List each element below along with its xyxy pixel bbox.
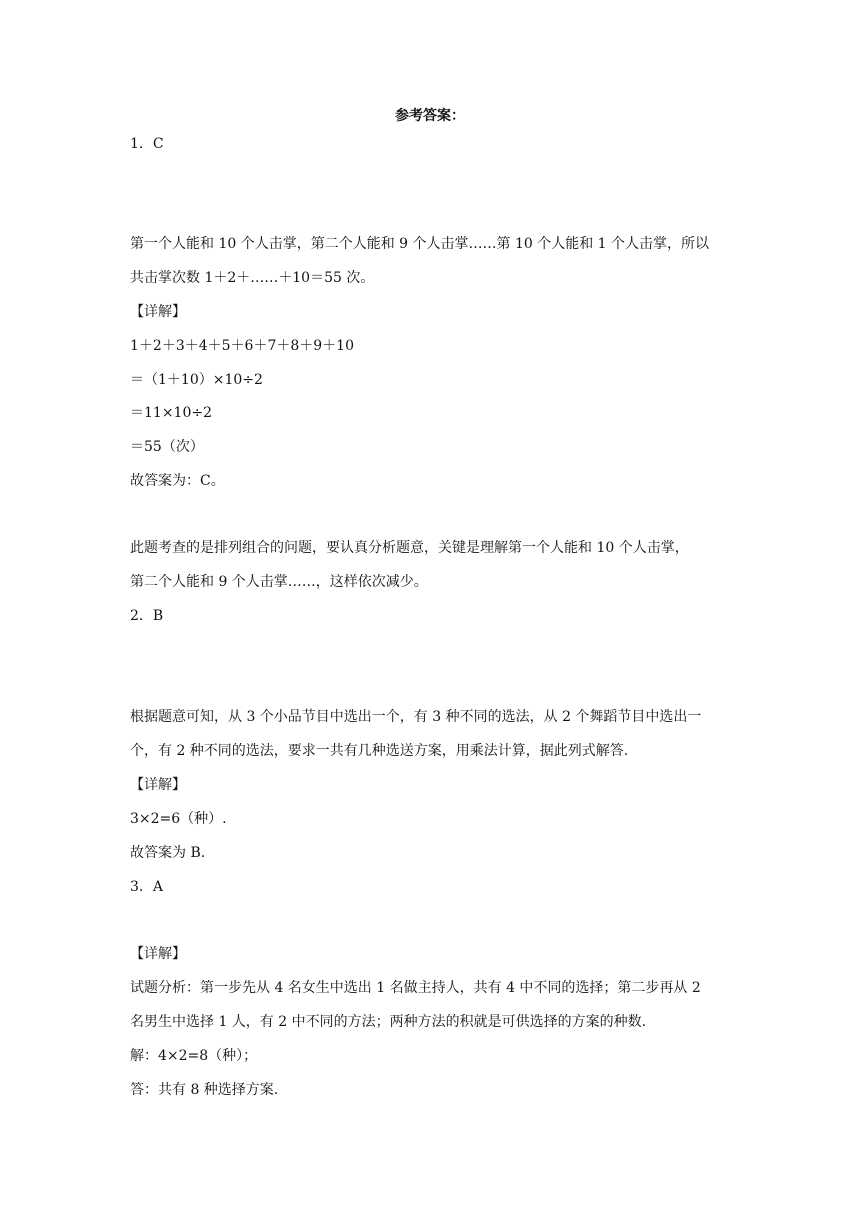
q3-solution: 解：4×2=8（种）； [130, 1048, 258, 1064]
q1-analysis-line-2: 共击掌次数 1＋2＋……＋10＝55 次。 [130, 270, 375, 286]
q3-answer: 3．A [130, 879, 164, 895]
q1-comment-line-2: 第二个人能和 9 个人击掌……，这样依次减少。 [130, 574, 428, 590]
q1-detail-heading: 【详解】 [130, 304, 186, 320]
q2-analysis-line-1: 根据题意可知，从 3 个小品节目中选出一个，有 3 种不同的选法，从 2 个舞蹈节目中选出一 [130, 709, 702, 725]
q2-calc-line-1: 3×2=6（种）. [130, 811, 227, 827]
q1-calc-line-4: ＝55（次） [130, 439, 204, 455]
q1-comment-line-1: 此题考查的是排列组合的问题，要认真分析题意，关键是理解第一个人能和 10 个人击掌， [130, 540, 689, 556]
q1-analysis-line-1: 第一个人能和 10 个人击掌，第二个人能和 9 个人击掌……第 10 个人能和 1 个人击掌，所以 [130, 236, 710, 252]
q3-detail-heading: 【详解】 [130, 946, 186, 962]
page-title: 参考答案： [395, 108, 465, 124]
q2-analysis-line-2: 个，有 2 种不同的选法，要求一共有几种选送方案，用乘法计算，据此列式解答. [130, 743, 629, 759]
q2-detail-heading: 【详解】 [130, 777, 186, 793]
q1-conclusion: 故答案为：C。 [130, 473, 225, 489]
q3-conclusion: 答：共有 8 种选择方案. [130, 1082, 279, 1098]
q1-answer: 1．C [130, 136, 164, 152]
q3-analysis-line-2: 名男生中选择 1 人，有 2 中不同的方法；两种方法的积就是可供选择的方案的种数. [130, 1014, 647, 1030]
q3-analysis-line-1: 试题分析：第一步先从 4 名女生中选出 1 名做主持人，共有 4 中不同的选择；第二步再从 2 [130, 980, 701, 996]
q1-calc-line-1: 1＋2＋3＋4＋5＋6＋7＋8＋9＋10 [130, 338, 354, 354]
q1-calc-line-3: ＝11×10÷2 [130, 405, 212, 421]
q2-conclusion: 故答案为 B. [130, 845, 206, 861]
q2-answer: 2．B [130, 608, 164, 624]
q1-calc-line-2: ＝（1＋10）×10÷2 [130, 372, 263, 388]
